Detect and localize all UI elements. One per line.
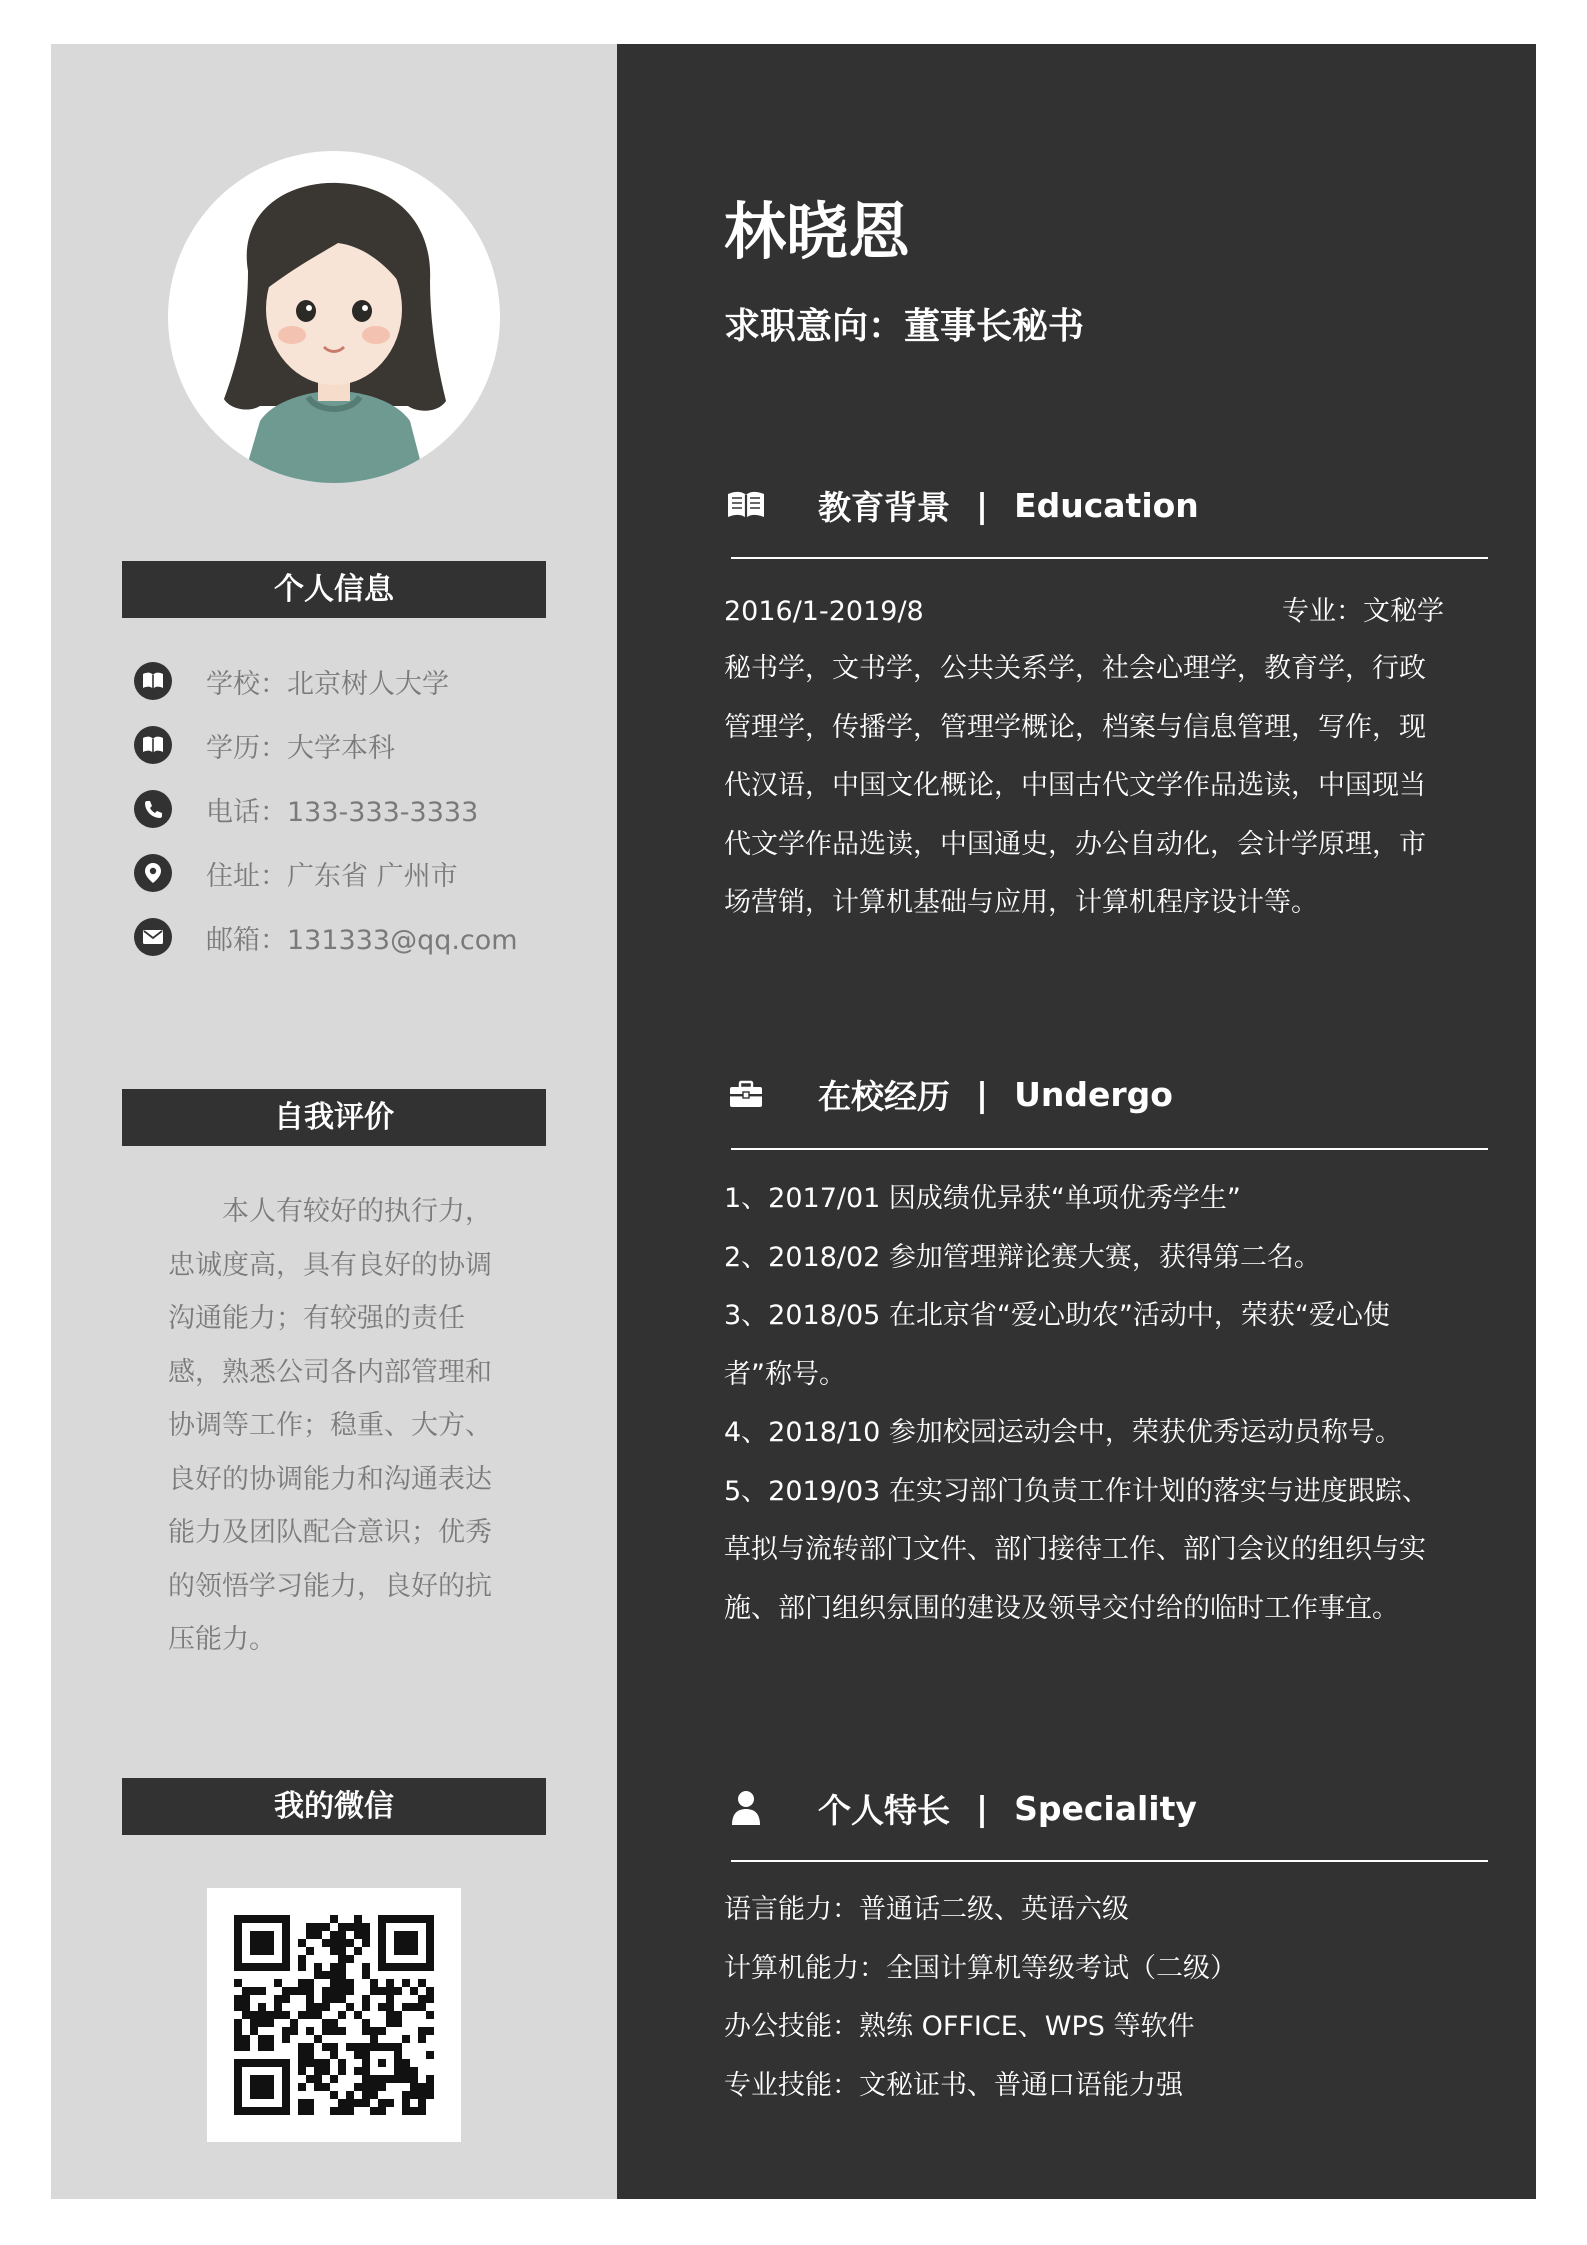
book-icon bbox=[134, 662, 172, 700]
campus-divider bbox=[731, 1148, 1488, 1150]
education-period: 2016/1-2019/8 bbox=[724, 596, 924, 627]
person-icon bbox=[726, 1788, 766, 1828]
campus-item: 3、2018/05 在北京省“爱心助农”活动中，荣获“爱心使者”称号。 bbox=[724, 1300, 1390, 1390]
personal-info-header: 个人信息 bbox=[122, 561, 546, 618]
speciality-item: 语言能力：普通话二级、英语六级 bbox=[724, 1894, 1129, 1925]
self-evaluation-header: 自我评价 bbox=[122, 1089, 546, 1146]
wechat-header: 我的微信 bbox=[122, 1778, 546, 1835]
education-title: 教育背景 bbox=[818, 487, 950, 527]
info-school-text: 学校：北京树人大学 bbox=[206, 668, 449, 700]
campus-item: 2、2018/02 参加管理辩论赛大赛，获得第二名。 bbox=[724, 1241, 1321, 1273]
self-evaluation-text: 本人有较好的执行力，忠诚度高，具有良好的协调沟通能力；有较强的责任感，熟悉公司各内部管理和协调等工作；稳重、大方、良好的协调能力和沟通表达能力及团队配合意识；优秀的领悟学习能力，良好的抗压能力。 bbox=[168, 1196, 492, 1655]
speciality-list bbox=[724, 1881, 1237, 2115]
education-meta-row bbox=[724, 583, 1444, 641]
campus-item: 1、2017/01 因成绩优异获“单项优秀学生” bbox=[724, 1183, 1241, 1214]
info-email-text: 邮箱：131333@qq.com bbox=[206, 924, 518, 956]
education-section-header bbox=[726, 477, 1486, 533]
education-separator: | bbox=[976, 485, 989, 525]
speciality-title: 个人特长 bbox=[818, 1790, 950, 1830]
candidate-name: 林晓恩 bbox=[724, 195, 911, 268]
info-row-school bbox=[134, 659, 449, 703]
briefcase-icon bbox=[726, 1074, 766, 1114]
info-row-phone bbox=[134, 787, 478, 831]
info-phone-text: 电话：133-333-3333 bbox=[206, 796, 479, 828]
info-degree-text: 学历：大学本科 bbox=[206, 732, 395, 764]
info-row-address bbox=[134, 851, 458, 895]
location-icon bbox=[134, 854, 172, 892]
avatar bbox=[168, 151, 500, 483]
info-address-text: 住址：广东省 广州市 bbox=[206, 860, 458, 892]
speciality-item: 计算机能力：全国计算机等级考试（二级） bbox=[724, 1952, 1237, 1984]
campus-item: 4、2018/10 参加校园运动会中，荣获优秀运动员称号。 bbox=[724, 1417, 1402, 1448]
info-row-email bbox=[134, 915, 518, 959]
mail-icon bbox=[134, 918, 172, 956]
campus-item: 5、2019/03 在实习部门负责工作计划的落实与进度跟踪、草拟与流转部门文件、部门接待工作、部门会议的组织与实施、部门组织氛围的建设及领导交付给的临时工作事宜。 bbox=[724, 1475, 1429, 1624]
campus-title-en: Undergo bbox=[1014, 1074, 1173, 1114]
campus-list bbox=[724, 1170, 1444, 1638]
book-icon bbox=[134, 726, 172, 764]
campus-section-header bbox=[726, 1066, 1486, 1122]
education-title-en: Education bbox=[1014, 485, 1199, 525]
speciality-title-en: Speciality bbox=[1014, 1788, 1197, 1828]
wechat-qr-code bbox=[207, 1888, 461, 2142]
info-row-degree bbox=[134, 723, 395, 767]
speciality-separator: | bbox=[976, 1788, 989, 1828]
education-major: 专业：文秘学 bbox=[1282, 596, 1444, 627]
speciality-section-header bbox=[726, 1780, 1486, 1836]
campus-title: 在校经历 bbox=[818, 1076, 950, 1116]
open-book-icon bbox=[726, 485, 766, 525]
speciality-item: 办公技能：熟练 OFFICE、WPS 等软件 bbox=[724, 2011, 1195, 2042]
qr-code-icon bbox=[234, 1915, 434, 2115]
phone-icon bbox=[134, 790, 172, 828]
education-courses: 秘书学，文书学，公共关系学，社会心理学，教育学，行政管理学，传播学，管理学概论，档案与信息管理，写作，现代汉语，中国文化概论，中国古代文学作品选读，中国现当代文学作品选读，中国通史，办公自动化，会计学原理，市场营销，计算机基础与应用，计算机程序设计等。 bbox=[724, 653, 1426, 918]
campus-separator: | bbox=[976, 1074, 989, 1114]
education-divider bbox=[731, 557, 1488, 559]
job-objective: 求职意向：董事长秘书 bbox=[724, 306, 1085, 347]
speciality-divider bbox=[731, 1860, 1488, 1862]
speciality-item: 专业技能：文秘证书、普通口语能力强 bbox=[724, 2069, 1183, 2101]
